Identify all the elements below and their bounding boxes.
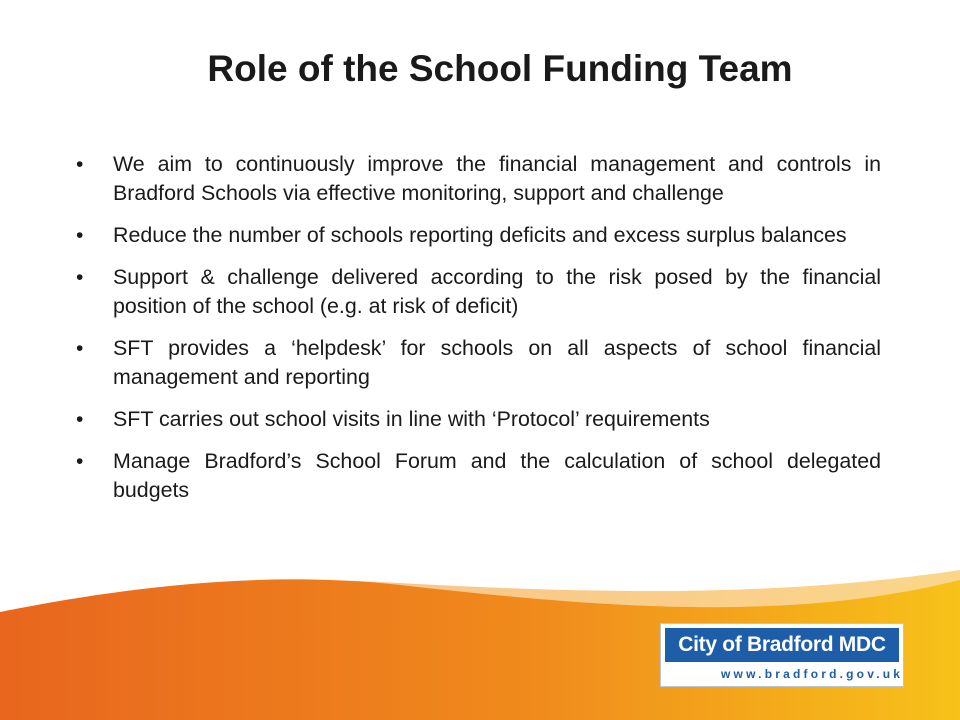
- list-item: [76, 405, 881, 434]
- list-item: [76, 263, 881, 321]
- list-item: [76, 150, 881, 208]
- bullet-text: Manage Bradford’s School Forum and the calculation of school delegated budgets: [113, 449, 881, 502]
- bullet-text: Reduce the number of schools reporting deficits and excess surplus balances: [113, 223, 847, 247]
- bullet-icon: •: [76, 266, 84, 289]
- bullet-icon: •: [76, 153, 84, 176]
- list-item: [76, 334, 881, 392]
- bullet-text: SFT provides a ‘helpdesk’ for schools on all aspects of school financial management and reporting: [113, 336, 881, 389]
- bullet-icon: •: [76, 450, 84, 473]
- list-item: [76, 221, 881, 250]
- bullet-icon: •: [76, 408, 84, 431]
- bullet-text: SFT carries out school visits in line with ‘Protocol’ requirements: [113, 407, 710, 431]
- slide-title: Role of the School Funding Team: [207, 48, 793, 89]
- city-of-bradford-logo: [660, 623, 904, 687]
- bullet-text: We aim to continuously improve the financial management and controls in Bradford Schools via effective monitoring, support and challenge: [113, 152, 881, 205]
- list-item: [76, 447, 881, 505]
- bullet-list: [76, 150, 881, 518]
- bullet-icon: •: [76, 337, 84, 360]
- bullet-icon: •: [76, 224, 84, 247]
- logo-name: City of Bradford MDC: [665, 628, 899, 662]
- logo-url: www.bradford.gov.uk: [721, 667, 904, 681]
- bullet-text: Support & challenge delivered according to the risk posed by the financial position of the school (e.g. at risk of deficit): [113, 265, 881, 318]
